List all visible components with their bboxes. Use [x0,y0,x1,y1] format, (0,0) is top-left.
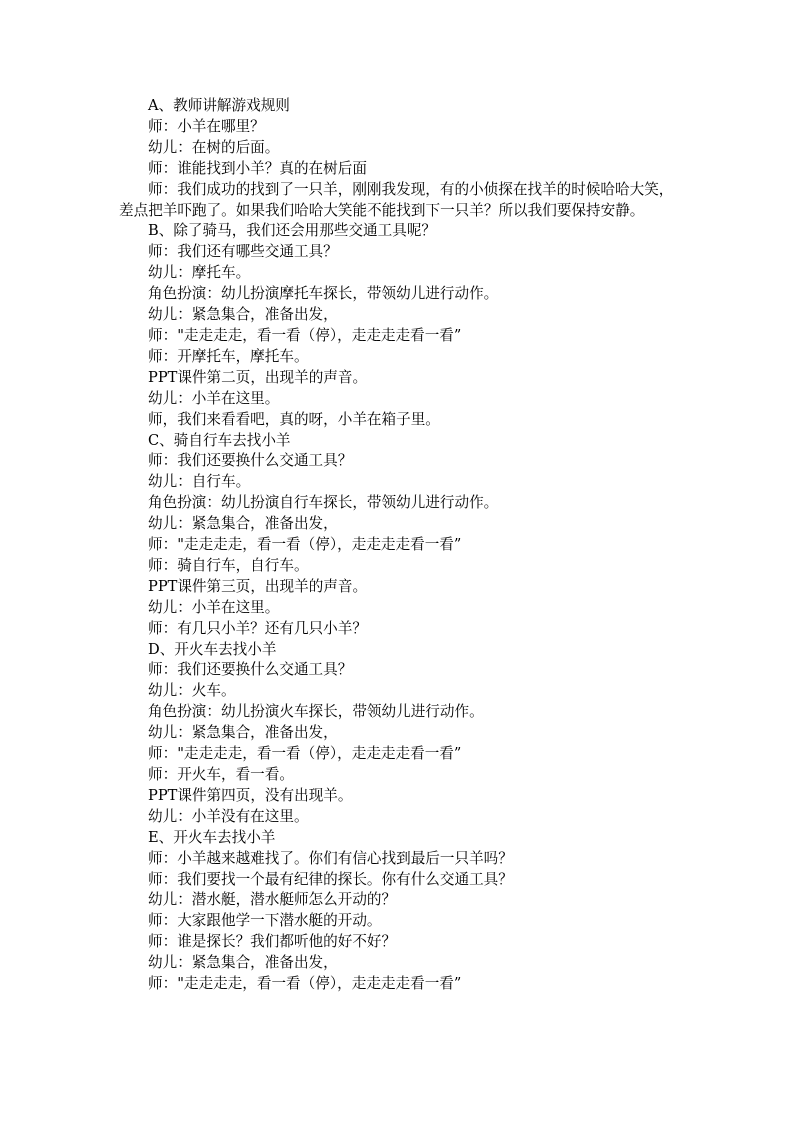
paragraph-section-e-heading: E、开火车去找小羊 [148,828,276,846]
paragraph: 师：小羊在哪里？ [148,117,265,135]
paragraph: 师："走走走走，看一看（停），走走走走看一看” [148,536,462,554]
paragraph: PPT课件第二页，出现羊的声音。 [148,368,368,386]
paragraph: 幼儿：紧急集合，准备出发， [148,724,338,742]
paragraph: 师："走走走走，看一看（停），走走走走看一看” [148,326,462,344]
document-body [119,96,675,995]
paragraph-long: 师：我们成功的找到了一只羊，刚刚我发现，有的小侦探在找羊的时候哈哈大笑，差点把羊吓跑了。如果我们哈哈大笑能不能找到下一只羊？所以我们要保持安静。 [119,180,674,219]
paragraph: 幼儿：摩托车。 [148,264,251,282]
paragraph: 师：我们还有哪些交通工具？ [148,243,338,261]
paragraph: 师：小羊越来越难找了。你们有信心找到最后一只羊吗？ [148,849,513,867]
paragraph: PPT课件第四页，没有出现羊。 [148,786,353,804]
paragraph: 幼儿：自行车。 [148,473,251,491]
paragraph: 角色扮演：幼儿扮演火车探长，带领幼儿进行动作。 [148,703,484,721]
paragraph: 幼儿：紧急集合，准备出发， [148,306,338,324]
paragraph: 幼儿：潜水艇，潜水艇师怎么开动的？ [148,891,397,909]
paragraph: 师：我们要找一个最有纪律的探长。你有什么交通工具？ [148,870,513,888]
paragraph-section-c-heading: C、骑自行车去找小羊 [148,431,291,449]
paragraph: 师：大家跟他学一下潜水艇的开动。 [148,912,382,930]
paragraph: 师：谁是探长？我们都听他的好不好？ [148,933,397,951]
paragraph-section-d-heading: D、开火车去找小羊 [148,640,277,658]
paragraph: 角色扮演：幼儿扮演自行车探长，带领幼儿进行动作。 [148,494,499,512]
paragraph: 幼儿：在树的后面。 [148,138,280,156]
paragraph: 师：我们还要换什么交通工具？ [148,661,353,679]
paragraph: 师："走走走走，看一看（停），走走走走看一看” [148,745,462,763]
paragraph: 幼儿：小羊在这里。 [148,598,280,616]
paragraph: 幼儿：紧急集合，准备出发， [148,954,338,972]
paragraph: 师："走走走走，看一看（停），走走走走看一看” [148,975,462,993]
paragraph: 师：有几只小羊？还有几只小羊？ [148,619,367,637]
paragraph: 幼儿：紧急集合，准备出发， [148,515,338,533]
paragraph: 角色扮演：幼儿扮演摩托车探长，带领幼儿进行动作。 [148,285,499,303]
paragraph: 师：开摩托车，摩托车。 [148,347,309,365]
paragraph: 师：我们还要换什么交通工具？ [148,452,353,470]
paragraph: 师：开火车，看一看。 [148,766,294,783]
paragraph: 师，我们来看看吧，真的呀，小羊在箱子里。 [148,410,440,428]
paragraph: 幼儿：小羊没有在这里。 [148,807,309,825]
paragraph: 幼儿：小羊在这里。 [148,389,280,407]
paragraph: 幼儿：火车。 [148,682,236,700]
paragraph-section-b-heading: B、除了骑马，我们还会用那些交通工具呢？ [148,222,437,240]
paragraph: PPT课件第三页，出现羊的声音。 [148,577,368,595]
paragraph: 师：谁能找到小羊？真的在树后面 [148,159,367,177]
paragraph-section-a-heading: A、教师讲解游戏规则 [148,97,290,114]
paragraph: 师：骑自行车，自行车。 [148,556,309,574]
